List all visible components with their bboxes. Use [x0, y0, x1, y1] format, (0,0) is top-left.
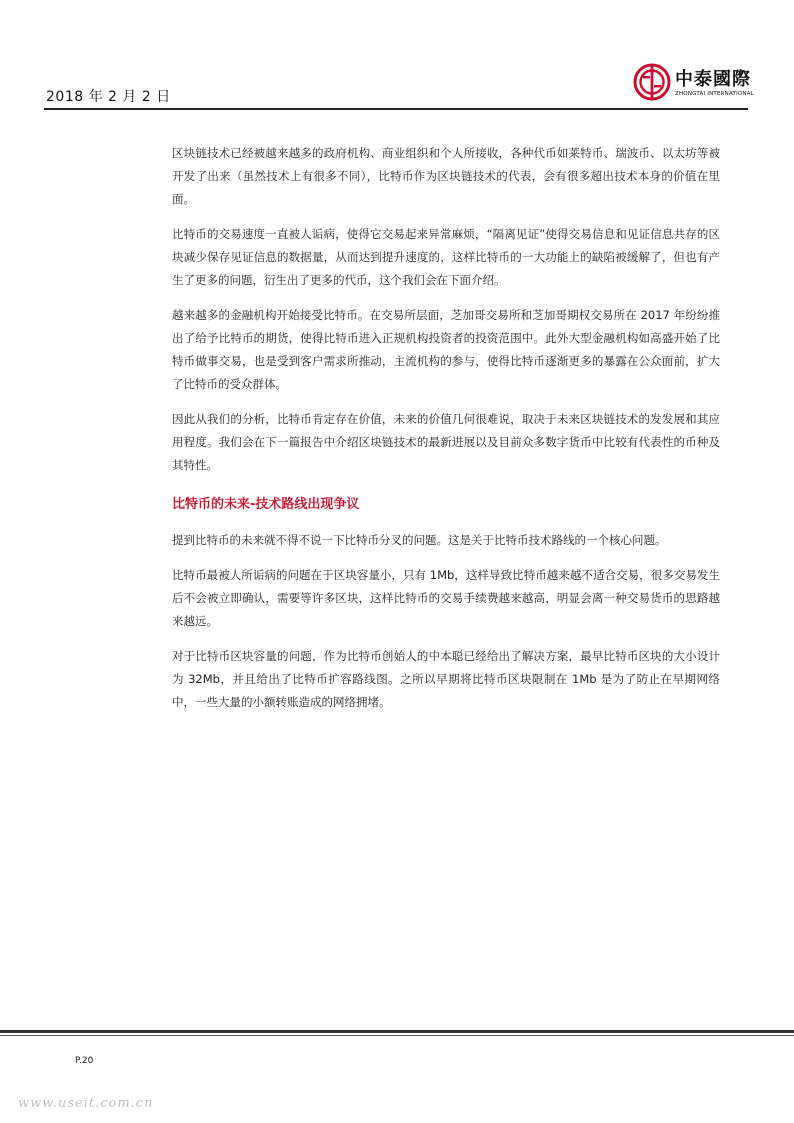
paragraph: 提到比特币的未来就不得不说一下比特币分叉的问题。这是关于比特币技术路线的一个核心问题。	[172, 533, 667, 547]
report-date: 2018 年 2 月 2 日	[46, 89, 171, 105]
footer-divider	[0, 1030, 794, 1033]
paragraph: 因此从我们的分析，比特币肯定存在价值，未来的价值几何很难说，取决于未来区块链技术的发发展和其应用程度。我们会在下一篇报告中介绍区块链技术的最新进展以及目前众多数字货币中比较有代表性的币种及其特性。	[172, 412, 720, 472]
logo-chinese-name: 中泰國際	[675, 69, 751, 90]
watermark: www.useit.com.cn	[18, 1096, 154, 1111]
company-logo	[633, 63, 754, 103]
logo-english-name: ZHONGTAI INTERNATIONAL	[675, 91, 754, 97]
paragraph: 越来越多的金融机构开始接受比特币。在交易所层面，芝加哥交易所和芝加哥期权交易所在 2017 年纷纷推出了给予比特币的期货，使得比特币进入正规机构投资者的投资范围中。此外大型金融机构如高盛开始了比特币做事交易，也是受到客户需求所推动，主流机构的参与，使得比特币逐渐更多的暴露在公众面前，扩大了比特币的受众群体。	[172, 308, 720, 391]
page-number: P.20	[75, 1056, 94, 1066]
paragraph: 区块链技术已经被越来越多的政府机构、商业组织和个人所接收，各种代币如莱特币、瑞波币、以太坊等被开发了出来（虽然技术上有很多不同），比特币作为区块链技术的代表，会有很多超出技术本身的价值在里面。	[172, 146, 720, 206]
footer-divider-thin	[0, 1035, 794, 1036]
paragraph: 比特币的交易速度一直被人诟病，使得它交易起来异常麻烦，“隔离见证”使得交易信息和见证信息共存的区块减少保存见证信息的数据量，从而达到提升速度的，这样比特币的一大功能上的缺陷被缓解了，但也有产生了更多的问题，衍生出了更多的代币，这个我们会在下面介绍。	[172, 227, 720, 287]
report-body	[172, 142, 720, 726]
zhongtai-logo-icon	[633, 63, 671, 101]
paragraph: 对于比特币区块容量的问题，作为比特币创始人的中本聪已经给出了解决方案，最早比特币区块的大小设计为 32Mb，并且给出了比特币扩容路线图。之所以早期将比特币区块限制在 1Mb 是为了防止在早期网络中，一些大量的小额转账造成的网络拥堵。	[172, 649, 720, 709]
paragraph: 比特币最被人所诟病的问题在于区块容量小，只有 1Mb，这样导致比特币越来越不适合交易，很多交易发生后不会被立即确认，需要等许多区块，这样比特币的交易手续费越来越高，明显会离一种交易货币的思路越来越远。	[172, 568, 720, 628]
section-heading: 比特币的未来-技术路线出现争议	[172, 497, 360, 512]
header-divider	[44, 108, 748, 110]
